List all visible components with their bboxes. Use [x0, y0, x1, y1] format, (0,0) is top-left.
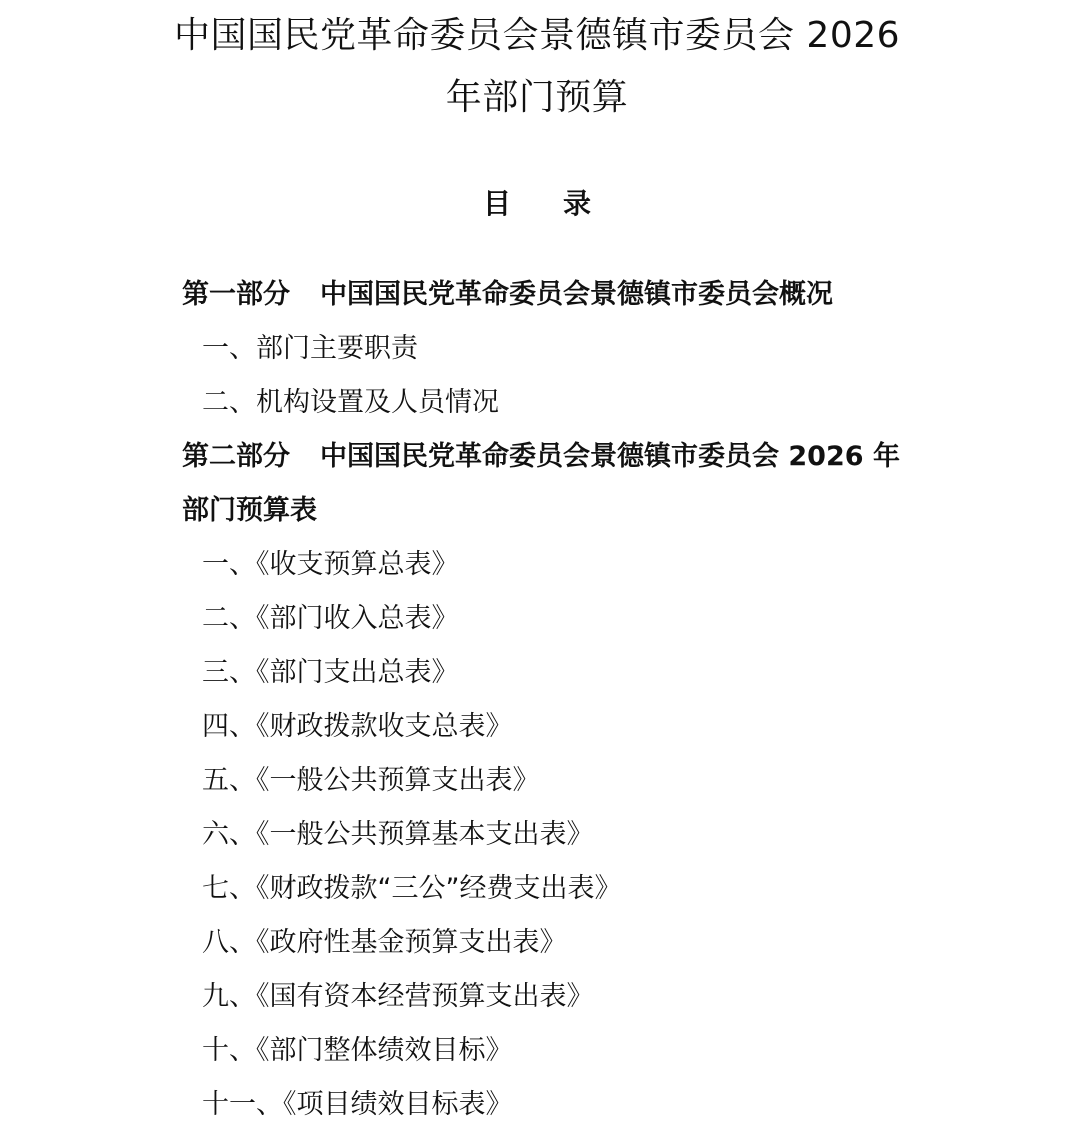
toc-item: 七、《财政拨款“三公”经费支出表》	[202, 873, 622, 904]
toc-part-2-label: 第二部分	[182, 441, 290, 472]
toc-item: 一、《收支预算总表》	[202, 549, 459, 580]
toc-part-1-heading	[182, 278, 833, 312]
toc-item: 三、《部门支出总表》	[202, 657, 459, 688]
toc-heading-char-1: 目	[482, 187, 511, 220]
toc-part-2-title-line-1: 中国国民党革命委员会景德镇市委员会 2026 年	[320, 441, 900, 472]
toc-heading	[0, 186, 1074, 222]
toc-item: 二、《部门收入总表》	[202, 603, 459, 634]
toc-item: 十一、《项目绩效目标表》	[202, 1089, 513, 1120]
toc-item: 五、《一般公共预算支出表》	[202, 765, 540, 796]
toc-item: 八、《政府性基金预算支出表》	[202, 927, 567, 958]
document-title-line-2: 年部门预算	[445, 77, 629, 118]
toc-item: 四、《财政拨款收支总表》	[202, 711, 513, 742]
toc-item: 六、《一般公共预算基本支出表》	[202, 819, 594, 850]
toc-heading-char-2: 录	[563, 187, 592, 220]
toc-part-1-title: 中国国民党革命委员会景德镇市委员会概况	[320, 279, 833, 310]
toc-part-2-heading	[182, 440, 900, 474]
toc-part-2-title-line-2: 部门预算表	[182, 495, 317, 526]
toc-part-1-label: 第一部分	[182, 279, 290, 310]
toc-item: 十、《部门整体绩效目标》	[202, 1035, 513, 1066]
toc-item: 二、机构设置及人员情况	[202, 387, 499, 418]
document-title-line-1: 中国国民党革命委员会景德镇市委员会 2026	[173, 15, 901, 56]
toc-item: 一、部门主要职责	[202, 333, 418, 364]
toc-item: 九、《国有资本经营预算支出表》	[202, 981, 594, 1012]
